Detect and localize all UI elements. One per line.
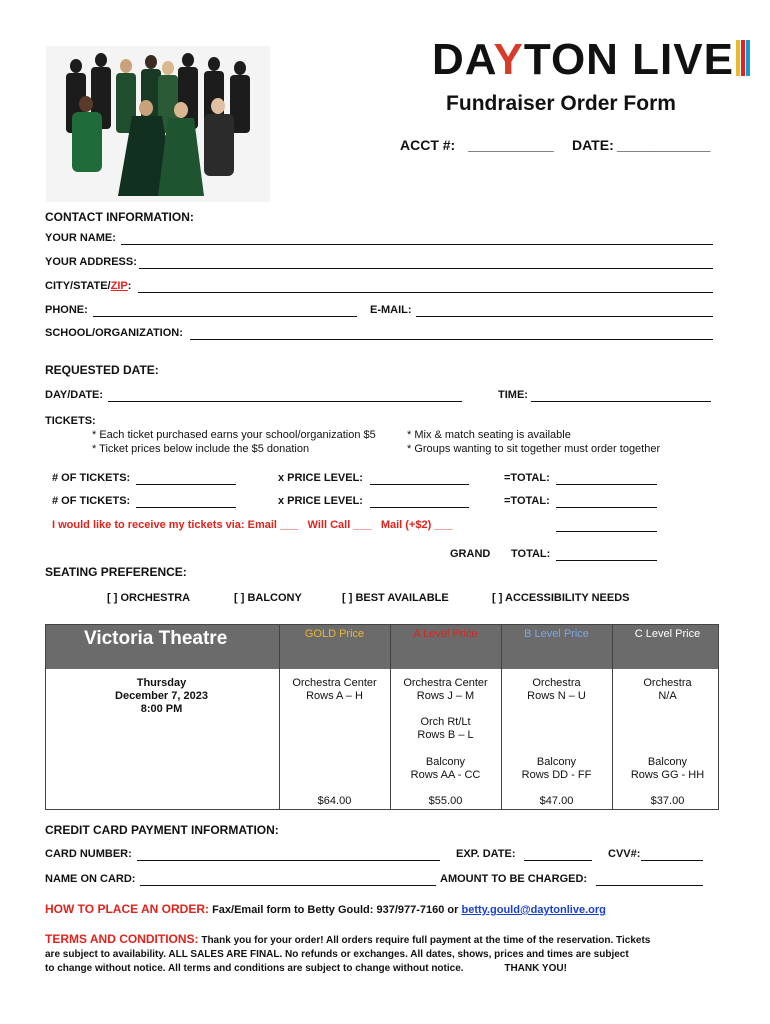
requested-heading: REQUESTED DATE: [45, 363, 159, 377]
date-label: DATE: [572, 137, 614, 153]
gold-price: $64.00 [317, 795, 352, 807]
seating-balcony-checkbox[interactable]: [ ] BALCONY [234, 592, 302, 604]
cvv-field[interactable] [641, 860, 703, 861]
exp-date-label: EXP. DATE: [456, 848, 516, 860]
pricing-table [45, 624, 719, 810]
logo-color-bars [736, 40, 754, 76]
terms-line-2: are subject to availability. ALL SALES ARE FINAL. No refunds or exchanges. All dates, shows, prices and times are subject [45, 949, 629, 960]
grand-total-field[interactable] [556, 560, 657, 561]
day-date-field[interactable] [108, 401, 462, 402]
card-number-field[interactable] [137, 860, 440, 861]
school-field[interactable] [190, 339, 713, 340]
your-name-field[interactable] [121, 244, 713, 245]
terms-line-3-row [45, 962, 735, 976]
total-label-2: =TOTAL: [504, 495, 550, 507]
ticket-note-earn: * Each ticket purchased earns your school/organization $5 [92, 429, 376, 441]
seating-orchestra-checkbox[interactable]: [ ] ORCHESTRA [107, 592, 191, 604]
phone-label: PHONE: [45, 304, 88, 316]
city-state-zip-label: CITY/STATE/ZIP: [45, 280, 132, 292]
price-level-field-1[interactable] [370, 484, 469, 485]
your-address-field[interactable] [139, 268, 713, 269]
how-to-order-label: HOW TO PLACE AN ORDER: [45, 902, 209, 916]
terms-label: TERMS AND CONDITIONS: [45, 932, 199, 946]
amount-charged-field[interactable] [596, 885, 703, 886]
acct-label: ACCT #: [400, 137, 456, 153]
a-level-price-header: A Level Price [413, 628, 478, 640]
price-level-label-1: x PRICE LEVEL: [278, 472, 363, 484]
num-tickets-field-1[interactable] [136, 484, 236, 485]
exp-date-field[interactable] [524, 860, 592, 861]
how-to-order-text: Fax/Email form to Betty Gould: 937/977-7160 or [212, 904, 462, 916]
performance-date: Thursday December 7, 2023 8:00 PM [115, 677, 208, 715]
contact-heading: CONTACT INFORMATION: [45, 210, 194, 224]
b-level-price-header: B Level Price [524, 628, 589, 640]
email-field[interactable] [416, 316, 713, 317]
gold-price-header: GOLD Price [304, 628, 365, 640]
thank-you: THANK YOU! [504, 963, 567, 974]
day-date-label: DAY/DATE: [45, 389, 104, 401]
your-name-label: YOUR NAME: [45, 232, 116, 244]
school-label: SCHOOL/ORGANIZATION: [45, 327, 183, 339]
ticket-note-donation: * Ticket prices below include the $5 donation [92, 443, 310, 455]
gold-orchestra-seats: Orchestra Center Rows A – H [292, 677, 377, 702]
price-level-label-2: x PRICE LEVEL: [278, 495, 363, 507]
tickets-heading: TICKETS: [45, 415, 96, 427]
ticket-note-groups: * Groups wanting to sit together must order together [407, 443, 661, 455]
c-level-price: $37.00 [650, 795, 685, 807]
total-field-2[interactable] [556, 507, 657, 508]
seating-accessibility-checkbox[interactable]: [ ] ACCESSIBILITY NEEDS [492, 592, 630, 604]
grand-label: GRAND [450, 548, 491, 560]
delivery-method-line[interactable]: I would like to receive my tickets via: Email ___ Will Call ___ Mail (+$2) ___ [52, 519, 453, 531]
c-level-orchestra-seats: Orchestra N/A [643, 677, 692, 702]
a-level-price: $55.00 [428, 795, 463, 807]
name-on-card-label: NAME ON CARD: [45, 873, 136, 885]
dayton-live-logo: DAYTON LIVE [432, 38, 754, 82]
card-number-label: CARD NUMBER: [45, 848, 132, 860]
a-level-balcony-seats: Balcony Rows AA - CC [410, 756, 481, 781]
seating-best-available-checkbox[interactable]: [ ] BEST AVAILABLE [342, 592, 449, 604]
amount-charged-label: AMOUNT TO BE CHARGED: [440, 873, 588, 885]
date-field[interactable]: ____________ [617, 137, 711, 153]
how-to-order [45, 902, 606, 916]
b-level-price: $47.00 [539, 795, 574, 807]
seating-heading: SEATING PREFERENCE: [45, 565, 187, 579]
your-address-label: YOUR ADDRESS: [45, 256, 137, 268]
order-email-link[interactable]: betty.gould@daytonlive.org [461, 904, 606, 916]
column-divider [279, 625, 280, 809]
price-level-field-2[interactable] [370, 507, 469, 508]
c-level-balcony-seats: Balcony Rows GG - HH [630, 756, 705, 781]
terms-line-1: Thank you for your order! All orders require full payment at the time of the reservation. Tickets [201, 935, 651, 946]
num-tickets-label-2: # OF TICKETS: [52, 495, 131, 507]
name-on-card-field[interactable] [140, 885, 436, 886]
b-level-balcony-seats: Balcony Rows DD - FF [521, 756, 592, 781]
terms-line-3: to change without notice. All terms and conditions are subject to change without notice. [45, 963, 464, 974]
cast-photo [46, 46, 270, 202]
phone-field[interactable] [93, 316, 357, 317]
c-level-price-header: C Level Price [634, 628, 701, 640]
terms-and-conditions [45, 932, 735, 976]
acct-field[interactable]: ___________ [468, 137, 554, 153]
email-label: E-MAIL: [370, 304, 412, 316]
time-field[interactable] [531, 401, 711, 402]
form-title: Fundraiser Order Form [446, 92, 676, 115]
delivery-fee-field[interactable] [556, 531, 657, 532]
city-state-zip-field[interactable] [138, 292, 713, 293]
b-level-orchestra-seats: Orchestra Rows N – U [527, 677, 586, 702]
num-tickets-label-1: # OF TICKETS: [52, 472, 131, 484]
time-label: TIME: [498, 389, 528, 401]
cvv-label: CVV#: [608, 848, 641, 860]
a-level-orch-side-seats: Orch Rt/Lt Rows B – L [417, 716, 474, 741]
venue-name: Victoria Theatre [84, 628, 228, 649]
ticket-note-mix: * Mix & match seating is available [407, 429, 571, 441]
total-field-1[interactable] [556, 484, 657, 485]
grand-total-label: TOTAL: [511, 548, 551, 560]
num-tickets-field-2[interactable] [136, 507, 236, 508]
total-label-1: =TOTAL: [504, 472, 550, 484]
payment-heading: CREDIT CARD PAYMENT INFORMATION: [45, 823, 279, 837]
a-level-orchestra-seats: Orchestra Center Rows J – M [403, 677, 488, 702]
